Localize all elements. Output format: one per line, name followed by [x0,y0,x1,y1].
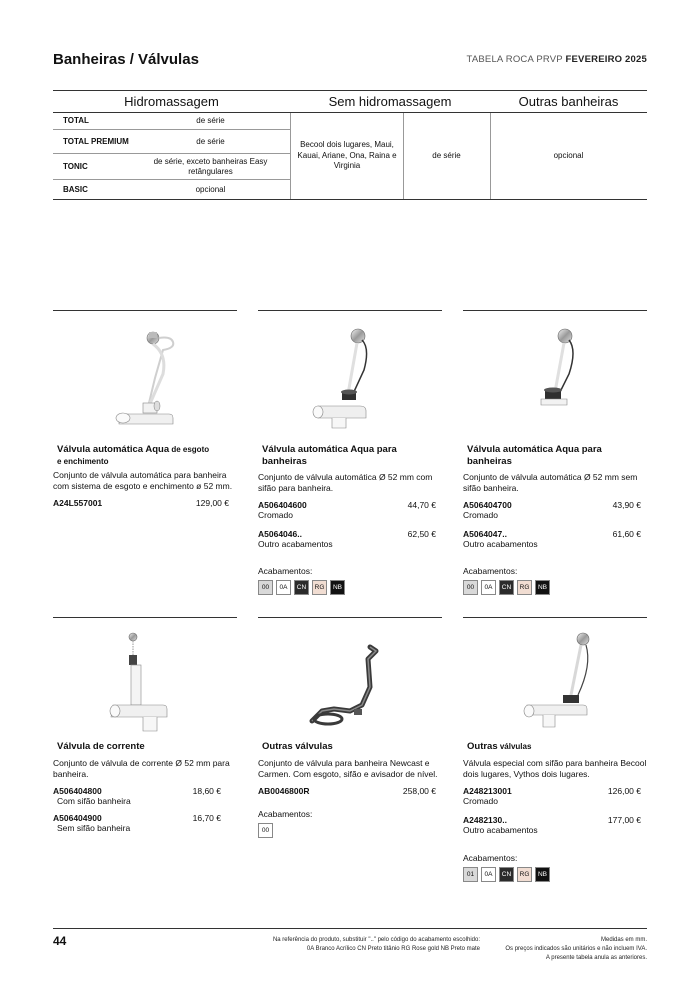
matrix-row-tonic: TONIC de série, exceto banheiras Easy retângulares [53,154,290,180]
product-price: 16,70 € [192,813,221,823]
page-number: 44 [53,934,67,948]
product-price: 177,00 € [607,815,641,825]
product-name: Válvula automática Aqua de esgoto e enchimento [57,444,210,466]
product-code: AB0046800R [258,786,310,796]
finish-swatch-0a: 0A [481,580,496,595]
finish-swatch-rg: RG [312,580,327,595]
finishes-label: Acabamentos: [258,809,313,819]
finishes-label: Acabamentos: [463,566,518,576]
chain-valve-image [53,625,237,735]
finish-swatch-cn: CN [499,867,514,882]
product-price: 126,00 € [607,786,641,796]
variant-finish: Com sifão banheira [57,796,131,806]
product-code: A2482130.. [463,815,507,825]
valve-automatic-no-siphon-image [463,318,647,430]
finish-swatch-cn: CN [499,580,514,595]
finish-swatches [258,823,273,838]
product-code: A24L557001 [53,498,103,508]
product-code: A5064047.. [463,529,507,539]
finish-swatch-00: 00 [258,823,273,838]
other-valve-newcast-image [258,625,442,735]
product-card [258,310,442,591]
finish-swatch-nb: NB [535,867,550,882]
finish-swatch-nb: NB [535,580,550,595]
valve-drain-fill-image [53,318,237,430]
product-code: A248213001 [463,786,512,796]
finish-swatch-0a: 0A [276,580,291,595]
product-description: Conjunto de válvula automática para banheira com sistema de esgoto e enchimento ø 52 mm. [53,470,233,492]
product-description: Conjunto de válvula automática Ø 52 mm sem sifão banheira. [463,472,638,494]
finish-swatch-00: 00 [258,580,273,595]
special-valve-becool-image [463,625,647,735]
product-price: 258,00 € [402,786,436,796]
finishes-label: Acabamentos: [258,566,313,576]
outras-value: opcional [553,150,584,160]
finish-swatches [463,867,550,882]
product-code: A506404600 [258,500,307,510]
footer-finish-note: Na referência do produto, substituir ".." pelo código do acabamento escolhido: 0A Branco Acrílico CN Preto titânio RG Rose gold NB Preto mate [272,937,480,952]
product-name: Válvula automática Aqua para banheiras [262,444,397,467]
variant-finish: Outro acabamentos [463,539,538,549]
product-name: Outras válvulas [262,741,333,752]
product-name: Válvula de corrente [57,741,145,752]
variant-finish: Outro acabamentos [258,539,333,549]
product-card [258,617,442,834]
product-name: Outras válvulas [467,741,532,752]
product-price: 43,90 € [612,500,641,510]
product-price: 18,60 € [192,786,221,796]
sem-models: Becool dois lugares, Maui, Kauai, Ariane, Ona, Raina e Virginia [297,140,397,171]
finish-swatches [463,580,550,595]
product-card [53,310,237,508]
product-card [53,617,237,833]
catalog-subtitle: TABELA ROCA PRVP FEVEREIRO 2025 [466,54,647,65]
variant-finish: Cromado [463,796,498,806]
product-description: Conjunto de válvula automática Ø 52 mm com sifão para banheira. [258,472,433,494]
bathtub-valve-matrix [53,90,647,200]
footer-disclaimer: Medidas em mm. Os preços indicados são unitários e não incluem IVA. A presente tabela anula as anteriores. [505,937,647,961]
product-code: A506404700 [463,500,512,510]
variant-finish: Outro acabamentos [463,825,538,835]
product-price: 62,50 € [407,529,436,539]
col-sem-hidromassagem: Sem hidromassagem [290,91,490,113]
product-description: Válvula especial com sifão para banheira Becool dois lugares, Vythos dois lugares. [463,758,647,780]
variant-finish: Cromado [463,510,498,520]
product-description: Conjunto de válvula de corrente Ø 52 mm para banheira. [53,758,230,780]
finish-swatches [258,580,345,595]
valve-automatic-siphon-image [258,318,442,430]
finish-swatch-01: 01 [463,867,478,882]
matrix-row-total: TOTAL de série [53,113,290,130]
product-card [463,310,647,591]
finish-swatch-nb: NB [330,580,345,595]
product-price: 61,60 € [612,529,641,539]
finish-swatch-rg: RG [517,867,532,882]
matrix-row-basic: BASIC opcional [63,184,226,194]
page-title: Banheiras / Válvulas [53,51,199,68]
sem-value: de série [432,150,461,160]
product-description: Conjunto de válvula para banheira Newcast e Carmen. Com esgoto, sifão e avisador de nível. [258,758,438,780]
product-card [463,617,647,878]
product-code: A506404800 [53,786,102,796]
finish-swatch-0a: 0A [481,867,496,882]
finish-swatch-00: 00 [463,580,478,595]
finishes-label: Acabamentos: [463,853,518,863]
variant-finish: Cromado [258,510,293,520]
col-outras-banheiras: Outras banheiras [490,91,647,113]
product-name: Válvula automática Aqua para banheiras [467,444,602,467]
product-code: A5064046.. [258,529,302,539]
product-price: 129,00 € [195,498,229,508]
finish-swatch-rg: RG [517,580,532,595]
matrix-row-total-premium: TOTAL PREMIUM de série [53,130,290,154]
col-hidromassagem: Hidromassagem [53,91,290,113]
product-price: 44,70 € [407,500,436,510]
variant-finish: Sem sifão banheira [57,823,131,833]
finish-swatch-cn: CN [294,580,309,595]
product-code: A506404900 [53,813,102,823]
